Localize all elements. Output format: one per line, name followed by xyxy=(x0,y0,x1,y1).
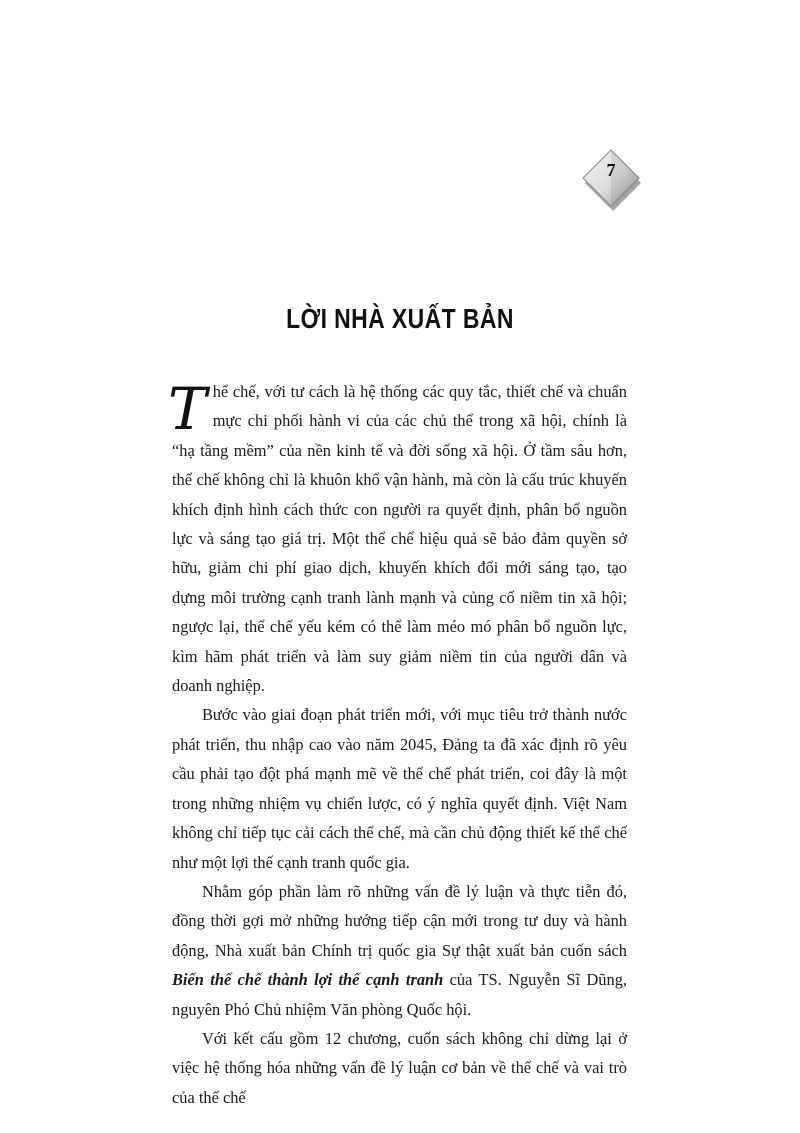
body-text xyxy=(168,375,627,1112)
paragraph-4: Với kết cấu gồm 12 chương, cuốn sách không chỉ dừng lại ở việc hệ thống hóa những vấn đề lý luận cơ bản về thể chế và vai trò của thể chế xyxy=(172,1028,627,1107)
drop-cap: T xyxy=(168,375,207,443)
paragraph-1 xyxy=(168,375,627,700)
page-number: 7 xyxy=(606,160,616,180)
paragraph-2: Bước vào giai đoạn phát triển mới, với mục tiêu trở thành nước phát triển, thu nhập cao vào năm 2045, Đảng ta đã xác định rõ yêu cầu phải tạo đột phá mạnh mẽ về thể chế phát triển, coi đây là một trong những nhiệm vụ chiến lược, có ý nghĩa quyết định. Việt Nam không chỉ tiếp tục cải cách thể chế, mà cần chủ động thiết kế thể chế như một lợi thế cạnh tranh quốc gia. xyxy=(172,705,627,872)
page-title: LỜI NHÀ XUẤT BẢN xyxy=(286,303,514,334)
paragraph-3 xyxy=(172,877,627,1024)
paragraph-3-after: của TS. Nguyễn Sĩ Dũng, nguyên Phó Chủ nhiệm Văn phòng Quốc hội. xyxy=(172,970,627,1019)
paragraph-1-text: hể chế, với tư cách là hệ thống các quy tắc, thiết chế và chuẩn mực chi phối hành vi của các chủ thể trong xã hội, chính là “hạ tầng mềm” của nền kinh tế và đời sống xã hội. Ở tầm sâu hơn, thể chế không chỉ là khuôn khổ vận hành, mà còn là cấu trúc khuyến khích định hình cách thức con người ra quyết định, phân bổ nguồn lực và sáng tạo giá trị. Một thể chế hiệu quả sẽ bảo đảm quyền sở hữu, giảm chi phí giao dịch, khuyến khích đổi mới sáng tạo, tạo dựng môi trường cạnh tranh lành mạnh và củng cố niềm tin xã hội; ngược lại, thể chế yếu kém có thể làm méo mó phân bổ nguồn lực, kìm hãm phát triển và làm suy giảm niềm tin của người dân và doanh nghiệp. xyxy=(172,382,627,696)
book-title: Biến thể chế thành lợi thế cạnh tranh xyxy=(172,970,444,990)
paragraph-3-before: Nhằm góp phần làm rõ những vấn đề lý luận và thực tiễn đó, đồng thời gợi mở những hướng tiếp cận mới trong tư duy và hành động, Nhà xuất bản Chính trị quốc gia Sự thật xuất bản cuốn sách xyxy=(172,881,627,960)
